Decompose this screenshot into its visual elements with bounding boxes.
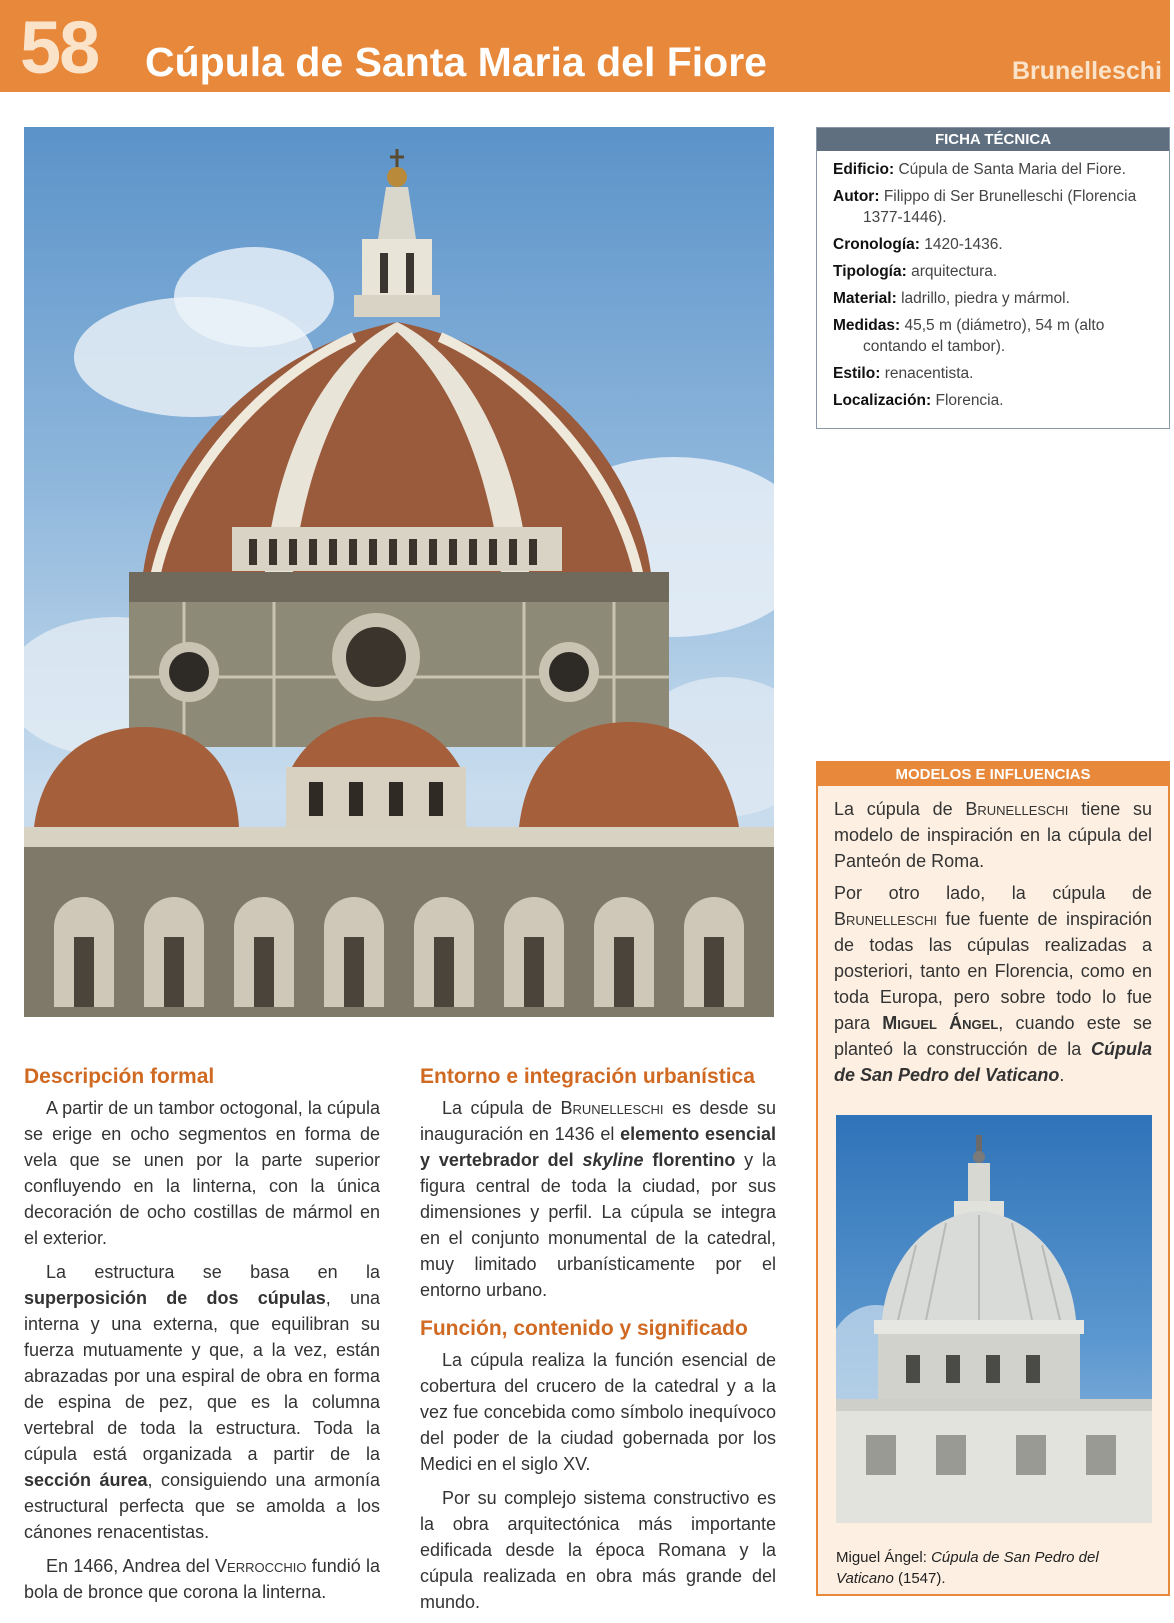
ficha-row-estilo: Estilo: renacentista. [833,365,974,382]
descripcion-heading: Descripción formal [24,1065,215,1088]
dome-illustration [24,127,774,1017]
san-pedro-caption: Miguel Ángel: Cúpula de San Pedro del Vaticano (1547). [836,1549,1099,1587]
ficha-row-localizacion: Localización: Florencia. [833,392,1004,409]
page-title: Cúpula de Santa Maria del Fiore [145,39,767,85]
ficha-tecnica-title: FICHA TÉCNICA [817,128,1169,151]
entorno-paragraph-1: La cúpula de Brunelleschi es desde su inauguración en 1436 el elemento esencial y vertebrador del skyline florentino y la figura central de toda la ciudad, por sus dimensiones y perfil. La cúpula se integra en el conjunto monumental de la catedral, muy limitado urbanísticamente por el entorno urbano. [420,1098,776,1300]
entorno-heading: Entorno e integración urbanística [420,1065,755,1088]
descripcion-paragraph-1: A partir de un tambor octogonal, la cúpula se erige en ocho segmentos en forma de vela que se unen por la parte superior confluyendo en la linterna, con la única decoración de ocho costillas de mármol en el exterior. [24,1098,380,1248]
ficha-row-tipologia: Tipología: arquitectura. [833,263,998,280]
author-name: Brunelleschi [1011,57,1162,85]
ficha-row-edificio: Edificio: Cúpula de Santa Maria del Fiore. [833,161,1126,178]
ficha-row-autor: Autor: Filippo di Ser Brunelleschi (Florencia 1377-1446). [833,188,1137,226]
page-header [0,0,1170,92]
ficha-row-cronologia: Cronología: 1420-1436. [833,236,1003,253]
funcion-paragraph-1: La cúpula realiza la función esencial de cobertura del crucero de la catedral y a la vez fue concebida como símbolo inequívoco del poder de la ciudad gobernada por los Medici en el siglo XV. [420,1350,776,1474]
dome-photo [24,127,774,1017]
funcion-paragraph-2: Por su complejo sistema constructivo es la obra arquitectónica más importante edificada desde la época Romana y la cúpula realizada en obra más grande del mundo. [420,1488,776,1612]
modelos-title: MODELOS E INFLUENCIAS [818,763,1168,786]
descripcion-column [24,1063,380,1613]
san-pedro-illustration [836,1115,1152,1523]
entorno-funcion-column [420,1063,776,1623]
ficha-row-material: Material: ladrillo, piedra y mármol. [833,290,1070,307]
page-number: 58 [20,6,99,89]
san-pedro-photo [836,1115,1152,1523]
modelos-influencias-panel [816,761,1170,1596]
ficha-row-medidas: Medidas: 45,5 m (diámetro), 54 m (alto contando el tambor). [833,317,1105,355]
modelos-paragraph-2: Por otro lado, la cúpula de Brunelleschi fue fuente de inspiración de todas las cúpulas realizadas a posteriori, tanto en Florencia, como en toda Europa, pero sobre todo lo fue para Miguel Ángel, cuando este se planteó la construcción de la Cúpula de San Pedro del Vaticano. [834,883,1152,1085]
ficha-tecnica-panel [816,127,1170,429]
modelos-paragraph-1: La cúpula de Brunelleschi tiene su modelo de inspiración en la cúpula del Panteón de Roma. [834,799,1152,871]
funcion-heading: Función, contenido y significado [420,1317,748,1340]
descripcion-paragraph-3: En 1466, Andrea del Verrocchio fundió la bola de bronce que corona la linterna. [24,1556,380,1602]
descripcion-paragraph-2: La estructura se basa en la superposición de dos cúpulas, una interna y una externa, que equilibran su fuerza mutuamente y que, a la vez, están abrazadas por una espiral de obra en forma de espina de pez, que es la columna vertebral de toda la estructura. Toda la cúpula está organizada a partir de la sección áurea, consiguiendo una armonía estructural perfecta que se amolda a los cánones renacentistas. [24,1262,380,1542]
